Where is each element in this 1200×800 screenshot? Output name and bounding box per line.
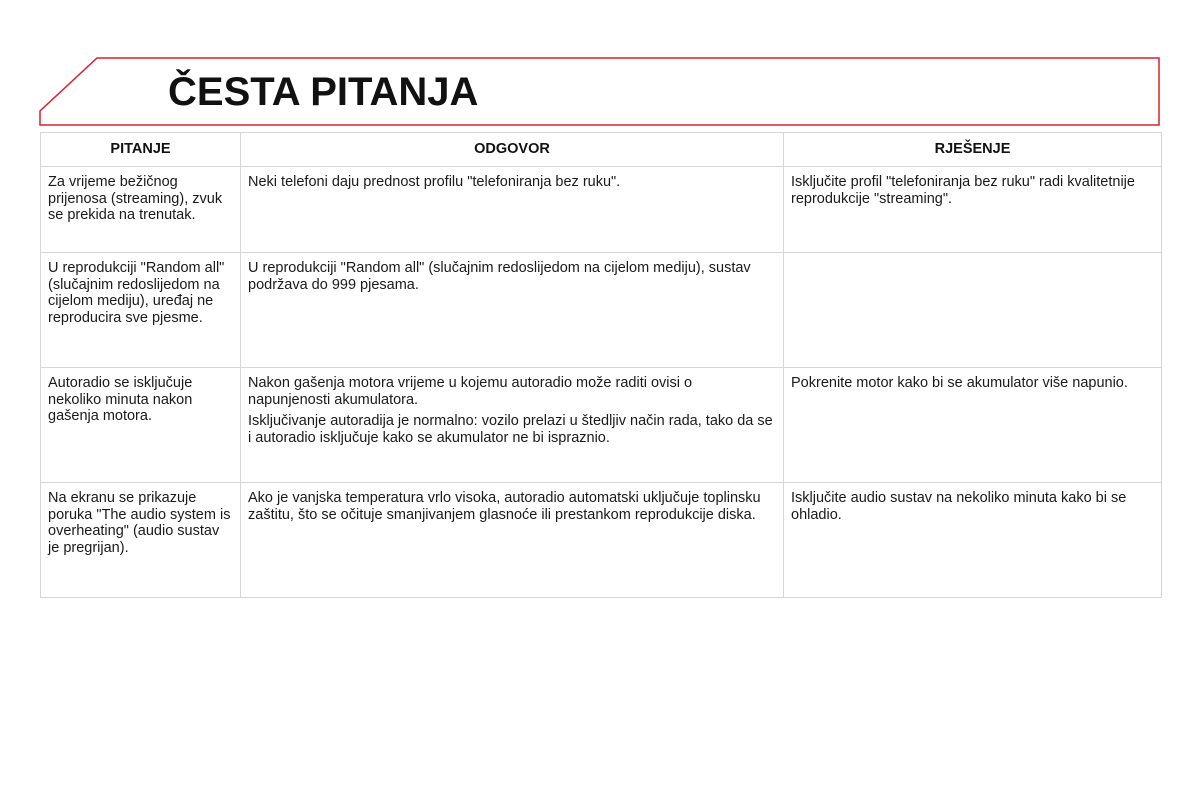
question-cell (41, 167, 241, 253)
faq-table (40, 132, 1162, 598)
solution-cell (784, 483, 1162, 598)
question-text: Na ekranu se prikazuje poruka "The audio system is overheating" (audio sustav je pregrijan). (48, 490, 231, 556)
question-text: Za vrijeme bežičnog prijenosa (streaming), zvuk se prekida na trenutak. (48, 174, 223, 223)
solution-text: Isključite profil "telefoniranja bez ruku" radi kvalitetnije reprodukcije "streaming". (791, 174, 1135, 207)
title-banner (0, 0, 1200, 140)
column-header-answer: ODGOVOR (241, 133, 784, 167)
solution-text: Isključite audio sustav na nekoliko minuta kako bi se ohladio. (791, 490, 1127, 523)
table-row (41, 483, 1162, 598)
solution-text: Pokrenite motor kako bi se akumulator više napunio. (791, 375, 1128, 391)
table-row (41, 368, 1162, 483)
question-text: Autoradio se isključuje nekoliko minuta nakon gašenja motora. (48, 375, 193, 424)
page-title: ČESTA PITANJA (168, 70, 479, 114)
question-text: U reprodukciji "Random all" (slučajnim redoslijedom na cijelom mediju), uređaj ne reproducira sve pjesme. (48, 260, 225, 326)
answer-text: Isključivanje autoradija je normalno: vozilo prelazi u štedljiv način rada, tako da se i autoradio isključuje kako se akumulator ne bi ispraznio. (248, 413, 773, 446)
answer-text: Ako je vanjska temperatura vrlo visoka, autoradio automatski uključuje toplinsku zaštitu, što se očituje smanjivanjem glasnoće ili prestankom reprodukcije diska. (248, 490, 761, 523)
solution-cell (784, 368, 1162, 483)
solution-cell (784, 167, 1162, 253)
answer-text: Nakon gašenja motora vrijeme u kojemu autoradio može raditi ovisi o napunjenosti akumulatora. (248, 375, 693, 408)
question-cell (41, 253, 241, 368)
table-row (41, 167, 1162, 253)
answer-cell (241, 167, 784, 253)
answer-text: Neki telefoni daju prednost profilu "telefoniranja bez ruku". (248, 174, 621, 190)
question-cell (41, 368, 241, 483)
question-cell (41, 483, 241, 598)
answer-cell (241, 483, 784, 598)
table-header-row (41, 133, 1162, 167)
column-header-question: PITANJE (41, 133, 241, 167)
answer-cell (241, 253, 784, 368)
column-header-solution: RJEŠENJE (784, 133, 1162, 167)
answer-text: U reprodukciji "Random all" (slučajnim redoslijedom na cijelom mediju), sustav podržava do 999 pjesama. (248, 260, 751, 293)
table-row (41, 253, 1162, 368)
answer-cell (241, 368, 784, 483)
solution-cell (784, 253, 1162, 368)
